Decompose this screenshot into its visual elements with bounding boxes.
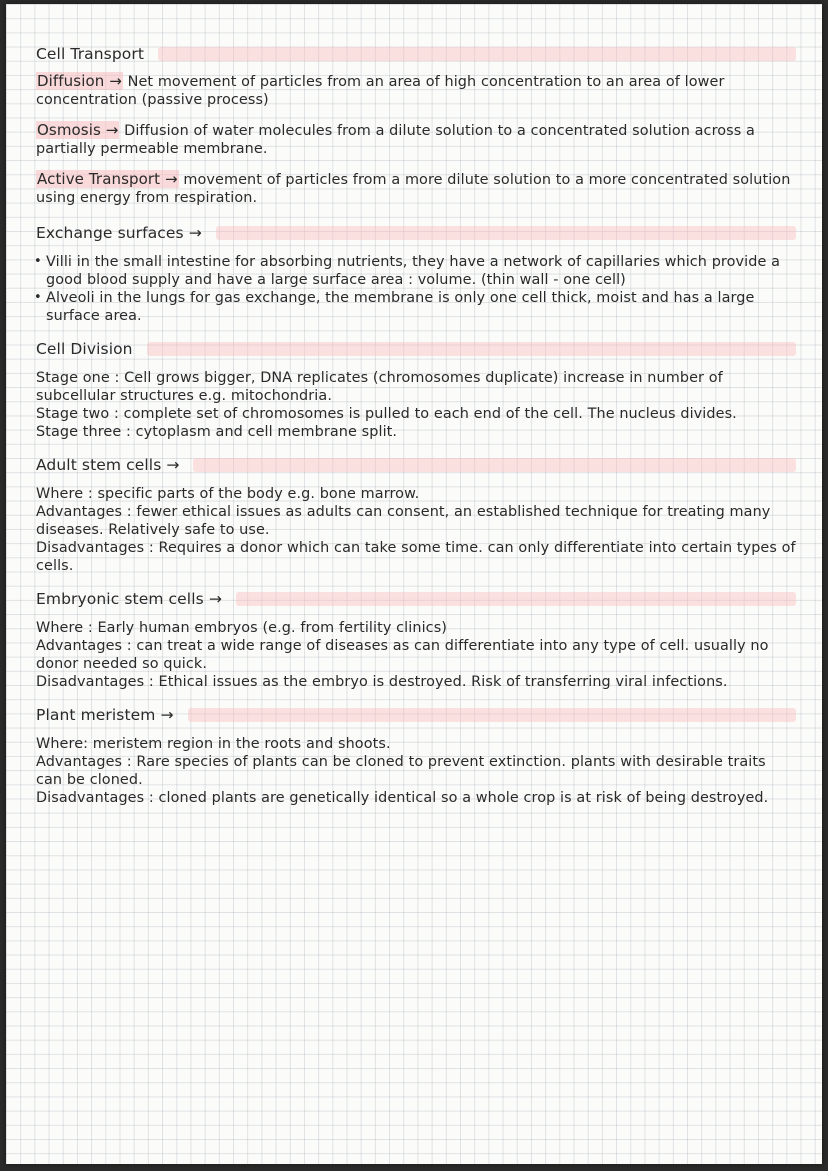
list-item: • Villi in the small intestine for absorbing nutrients, they have a network of capillaries which provide a good blood supply and have a large surface area : volume. (thin wall - one cell) <box>36 253 796 289</box>
advantages-line: Advantages : can treat a wide range of diseases as can differentiate into any type of cell. usually no donor needed so quick. <box>36 638 769 672</box>
disadvantages-line: Disadvantages : Ethical issues as the embryo is destroyed. Risk of transferring viral infections. <box>36 674 728 690</box>
embryonic-stem-cells-notes <box>36 619 796 691</box>
section-plant-meristem-header <box>36 701 796 729</box>
definition-diffusion <box>36 72 796 109</box>
definition-osmosis <box>36 121 796 158</box>
disadvantages-line: Disadvantages : Requires a donor which can take some time. can only differentiate into certain types of cells. <box>36 540 796 574</box>
highlight-bar <box>158 47 796 61</box>
definition-text: movement of particles from a more dilute solution to a more concentrated solution using energy from respiration. <box>36 172 791 206</box>
highlight-bar <box>193 458 796 472</box>
section-title-embryonic-stem-cells: Embryonic stem cells → <box>36 590 222 608</box>
definition-active-transport <box>36 170 796 207</box>
plant-meristem-notes <box>36 735 796 807</box>
stage-one: Stage one : Cell grows bigger, DNA replicates (chromosomes duplicate) increase in number of subcellular structures e.g. mitochondria. <box>36 370 723 404</box>
section-adult-stem-cells-header <box>36 451 796 479</box>
stage-two: Stage two : complete set of chromosomes is pulled to each end of the cell. The nucleus divides. <box>36 406 737 422</box>
disadvantages-line: Disadvantages : cloned plants are genetically identical so a whole crop is at risk of being destroyed. <box>36 790 769 806</box>
advantages-line: Advantages : Rare species of plants can be cloned to prevent extinction. plants with desirable traits can be cloned. <box>36 754 766 788</box>
where-line: Where : specific parts of the body e.g. bone marrow. <box>36 486 420 502</box>
cell-division-stages <box>36 369 796 441</box>
exchange-surfaces-list <box>36 253 796 325</box>
where-line: Where : Early human embryos (e.g. from fertility clinics) <box>36 620 448 636</box>
section-title-exchange-surfaces: Exchange surfaces → <box>36 224 202 242</box>
adult-stem-cells-notes <box>36 485 796 575</box>
section-title-cell-division: Cell Division <box>36 340 133 358</box>
definition-text: Net movement of particles from an area of high concentration to an area of lower concentration (passive process) <box>36 74 725 108</box>
section-title-cell-transport: Cell Transport <box>36 45 145 63</box>
notebook-page <box>6 4 822 1164</box>
highlight-bar <box>236 592 796 606</box>
list-item: • Alveoli in the lungs for gas exchange, the membrane is only one cell thick, moist and has a large surface area. <box>36 289 796 325</box>
highlight-bar <box>188 708 796 722</box>
stage-three: Stage three : cytoplasm and cell membrane split. <box>36 424 398 440</box>
highlight-bar <box>216 226 796 240</box>
section-cell-division-header <box>36 335 796 363</box>
section-title-adult-stem-cells: Adult stem cells → <box>36 456 180 474</box>
term-diffusion: Diffusion → <box>37 72 122 90</box>
term-osmosis: Osmosis → <box>37 121 119 139</box>
advantages-line: Advantages : fewer ethical issues as adults can consent, an established technique for treating many diseases. Relatively safe to use. <box>36 504 771 538</box>
term-active-transport: Active Transport → <box>37 170 178 188</box>
section-cell-transport-header <box>36 40 796 68</box>
section-title-plant-meristem: Plant meristem → <box>36 706 174 724</box>
section-embryonic-stem-cells-header <box>36 585 796 613</box>
section-exchange-surfaces-header <box>36 219 796 247</box>
definition-text: Diffusion of water molecules from a dilute solution to a concentrated solution across a partially permeable membrane. <box>36 123 755 157</box>
notes-content <box>36 40 796 817</box>
where-line: Where: meristem region in the roots and shoots. <box>36 736 391 752</box>
highlight-bar <box>147 342 796 356</box>
